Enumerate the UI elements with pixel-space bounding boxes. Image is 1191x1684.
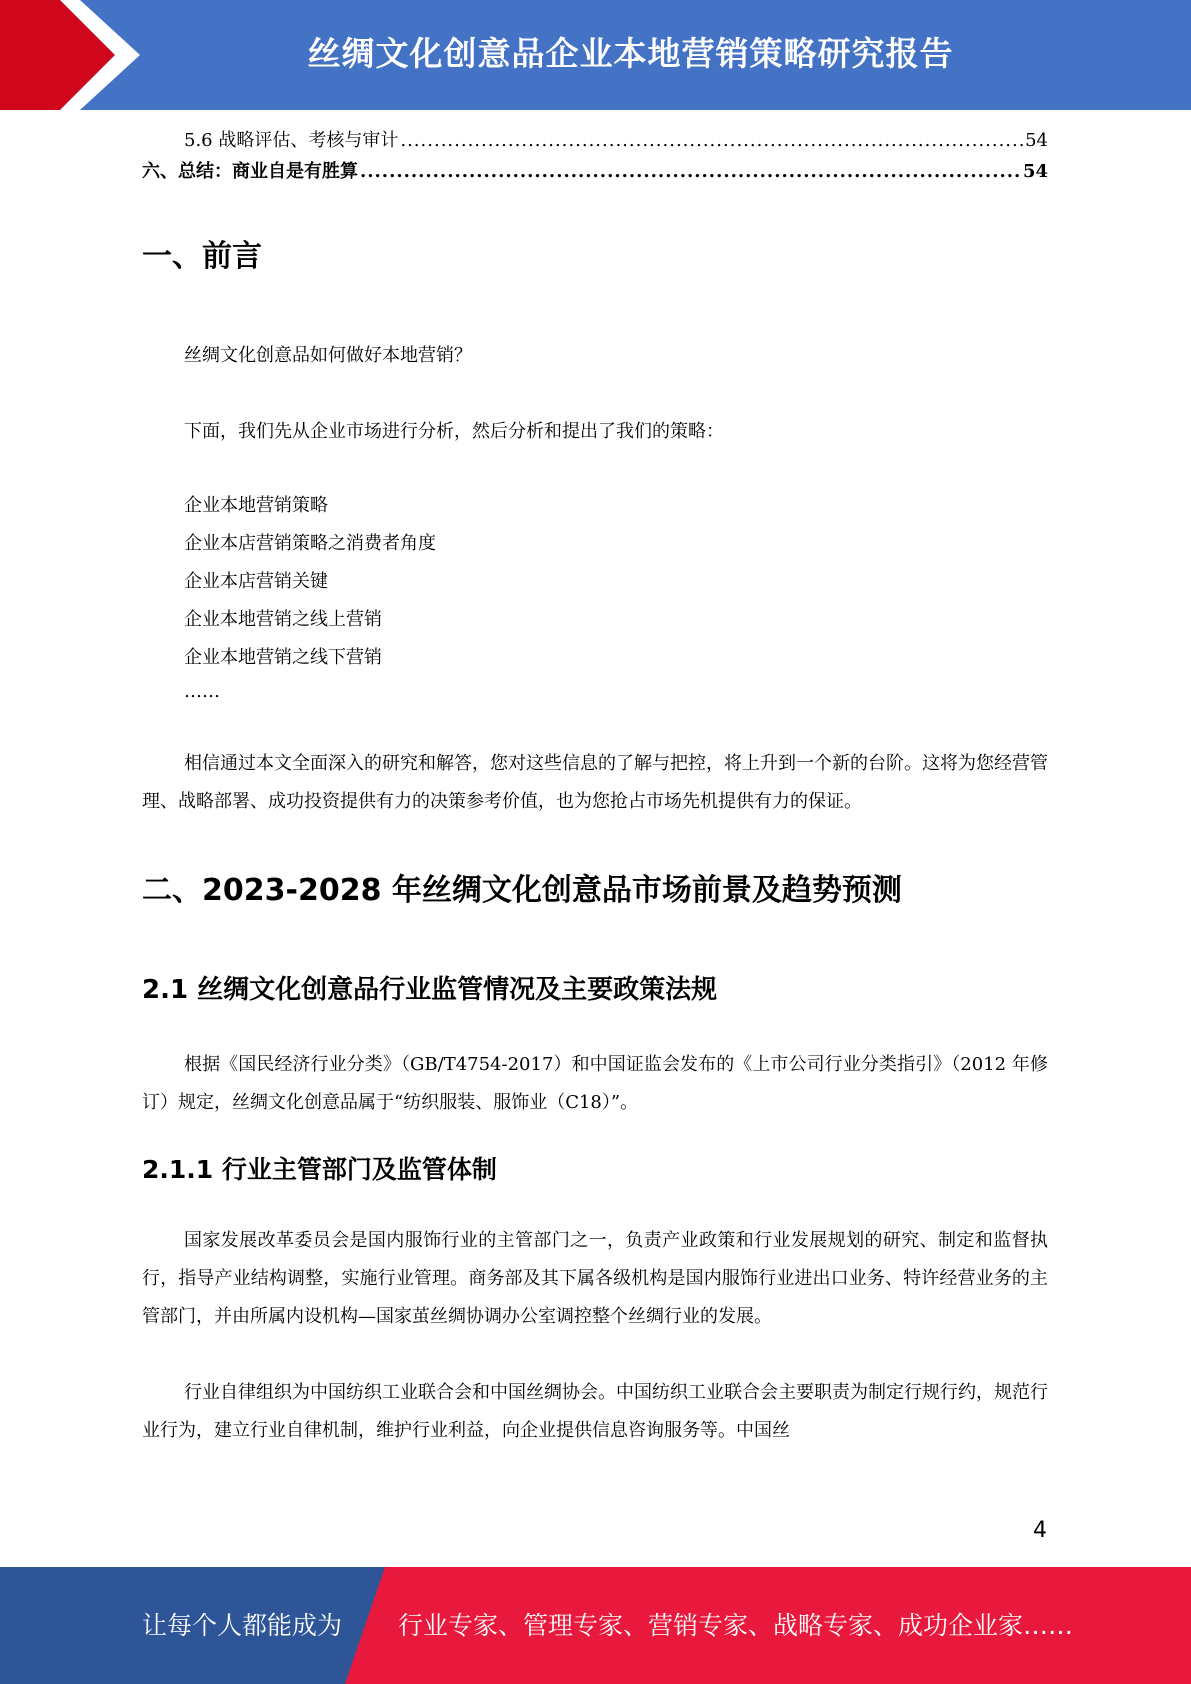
- toc-entry[interactable]: [142, 125, 1048, 156]
- paragraph: 根据《国民经济行业分类》（GB/T4754-2017）和中国证监会发布的《上市公司行业分类指引》（2012 年修订）规定，丝绸文化创意品属于“纺织服装、服饰业（C18）”。: [142, 1054, 1048, 1113]
- list-item: ……: [184, 681, 220, 702]
- list-item: 企业本地营销之线上营销: [184, 609, 382, 630]
- subsection-heading: 2.1 丝绸文化创意品行业监管情况及主要政策法规: [142, 975, 718, 1005]
- toc-entry-label: 六、总结：商业自是有胜算: [142, 161, 358, 182]
- list-item: 企业本店营销关键: [184, 571, 328, 592]
- paragraph: 下面，我们先从企业市场进行分析，然后分析和提出了我们的策略：: [184, 421, 724, 442]
- paragraph: 国家发展改革委员会是国内服饰行业的主管部门之一，负责产业政策和行业发展规划的研究、制定和监督执行，指导产业结构调整，实施行业管理。商务部及其下属各级机构是国内服饰行业进出口业务、特许经营业务的主管部门，并由所属内设机构—国家茧丝绸协调办公室调控整个丝绸行业的发展。: [142, 1230, 1048, 1327]
- page-number: 4: [1033, 1518, 1047, 1543]
- header-red-chevron-icon: [0, 0, 160, 110]
- list-item: 企业本店营销策略之消费者角度: [184, 533, 436, 554]
- toc-entry-page: 54: [1022, 161, 1048, 182]
- section-heading: 一、前言: [142, 239, 262, 274]
- list-item: 企业本地营销之线下营销: [184, 647, 382, 668]
- page-content: [142, 125, 1048, 1450]
- toc-leader-dots: [400, 125, 1023, 156]
- strategy-list: [142, 487, 1048, 707]
- page-header: [0, 0, 1191, 110]
- subsection-heading: 2.1.1 行业主管部门及监管体制: [142, 1155, 497, 1184]
- paragraph: 丝绸文化创意品如何做好本地营销？: [184, 345, 472, 366]
- section-heading: 二、2023-2028 年丝绸文化创意品市场前景及趋势预测: [142, 873, 902, 908]
- footer-slogan-left: 让每个人都能成为: [142, 1611, 343, 1640]
- report-title: 丝绸文化创意品企业本地营销策略研究报告: [307, 34, 954, 73]
- toc-leader-dots: [360, 156, 1021, 187]
- paragraph: 行业自律组织为中国纺织工业联合会和中国丝绸协会。中国纺织工业联合会主要职责为制定行规行约，规范行业行为，建立行业自律机制，维护行业利益，向企业提供信息咨询服务等。中国丝: [142, 1382, 1048, 1441]
- footer-slogan-right: 行业专家、管理专家、营销专家、战略专家、成功企业家……: [398, 1611, 1074, 1640]
- list-item: 企业本地营销策略: [184, 495, 328, 516]
- toc-entry-page: 54: [1025, 130, 1048, 151]
- toc-entry-label: 5.6 战略评估、考核与审计: [184, 130, 399, 151]
- page-footer: [0, 1567, 1191, 1684]
- paragraph: 相信通过本文全面深入的研究和解答，您对这些信息的了解与把控，将上升到一个新的台阶。这将为您经营管理、战略部署、成功投资提供有力的决策参考价值，也为您抢占市场先机提供有力的保证。: [142, 753, 1048, 812]
- toc-entry[interactable]: [142, 156, 1048, 187]
